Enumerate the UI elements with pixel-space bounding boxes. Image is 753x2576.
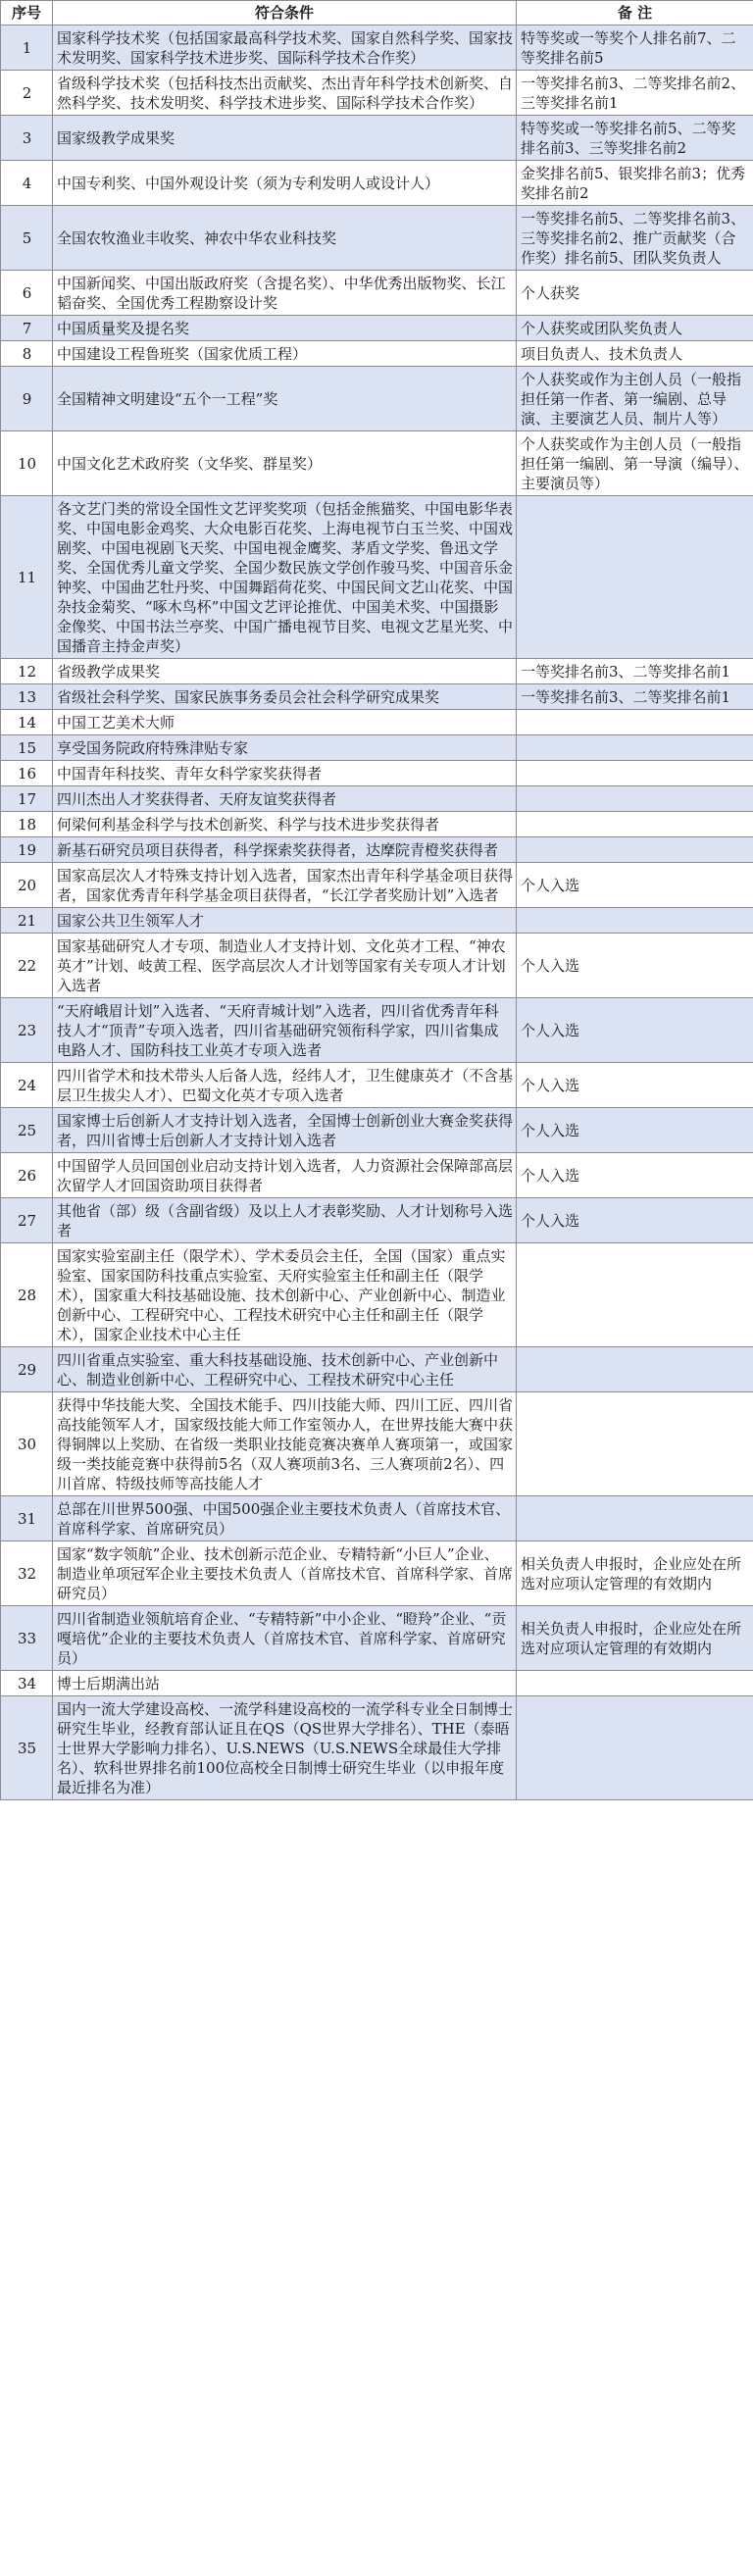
row-number: 1 [1,25,53,71]
row-condition: 各文艺门类的常设全国性文艺评奖奖项（包括金熊猫奖、中国电影华表奖、中国电影金鸡奖、大众电影百花奖、上海电视节白玉兰奖、中国戏剧奖、中国电视剧飞天奖、中国电视金鹰奖、茅盾文学奖、鲁迅文学奖、全国优秀儿童文学奖、全国少数民族文学创作骏马奖、中国音乐金钟奖、中国曲艺牡丹奖、中国舞蹈荷花奖、中国民间文艺山花奖、中国杂技金菊奖、“啄木鸟杯”中国文艺评论推优、中国美术奖、中国摄影金像奖、中国书法兰亭奖、中国广播电视节目奖、电视文艺星光奖、中国播音主持金声奖） [53,496,517,659]
row-number: 23 [1,998,53,1063]
row-condition: 国家公共卫生领军人才 [53,908,517,934]
row-condition: 国内一流大学建设高校、一流学科建设高校的一流学科专业全日制博士研究生毕业，经教育部认证且在QS（QS世界大学排名）、THE（泰晤士世界大学影响力排名）、U.S.NEWS（U.S.NEWS全球最佳大学排名）、软科世界排名前100位高校全日制博士研究生毕业（以申报年度最近排名为准） [53,1696,517,1800]
table-row [1,1696,753,1800]
table-row [1,431,753,496]
row-note [517,710,753,735]
row-note [517,761,753,786]
row-note: 一等奖排名前5、二等奖排名前3、三等奖排名前2、推广贡献奖（合作奖）排名前5、团队奖负责人 [517,206,753,271]
row-note: 个人入选 [517,998,753,1063]
row-number: 30 [1,1392,53,1496]
row-condition: 省级教学成果奖 [53,659,517,684]
row-note: 个人入选 [517,863,753,908]
row-condition: “天府峨眉计划”入选者、“天府青城计划”入选者，四川省优秀青年科技人才“顶青”专项入选者，四川省基础研究领衔科学家，四川省集成电路人才、国防科技工业英才专项入选者 [53,998,517,1063]
row-number: 19 [1,837,53,863]
row-note [517,908,753,934]
row-note: 特等奖或一等奖个人排名前7、二等奖排名前5 [517,25,753,71]
table-row [1,659,753,684]
row-note [517,1347,753,1392]
row-condition: 中国文化艺术政府奖（文华奖、群星奖） [53,431,517,496]
row-number: 34 [1,1671,53,1696]
row-number: 3 [1,116,53,161]
row-number: 28 [1,1243,53,1347]
row-condition: 国家博士后创新人才支持计划入选者，全国博士创新创业大赛金奖获得者，四川省博士后创新人才支持计划入选者 [53,1108,517,1153]
row-note [517,1496,753,1541]
table-row [1,934,753,998]
table-row [1,1347,753,1392]
header-seq: 序号 [1,1,53,25]
table-row [1,1243,753,1347]
table-row [1,812,753,837]
row-number: 20 [1,863,53,908]
row-condition: 国家基础研究人才专项、制造业人才支持计划、文化英才工程、“神农英才”计划、岐黄工程、医学高层次人才计划等国家有关专项人才计划入选者 [53,934,517,998]
row-condition: 中国新闻奖、中国出版政府奖（含提名奖）、中华优秀出版物奖、长江韬奋奖、全国优秀工程勘察设计奖 [53,271,517,316]
row-condition: 省级社会科学奖、国家民族事务委员会社会科学研究成果奖 [53,684,517,710]
row-note [517,1392,753,1496]
row-note: 相关负责人申报时，企业应处在所选对应项认定管理的有效期内 [517,1541,753,1606]
table-row [1,837,753,863]
table-row [1,1496,753,1541]
row-number: 4 [1,161,53,206]
table-row [1,161,753,206]
row-number: 8 [1,341,53,367]
row-condition: 其他省（部）级（含副省级）及以上人才表彰奖励、人才计划称号入选者 [53,1198,517,1243]
row-note: 个人获奖 [517,271,753,316]
row-number: 5 [1,206,53,271]
row-condition: 中国留学人员回国创业启动支持计划入选者，人力资源社会保障部高层次留学人才回国资助项目获得者 [53,1153,517,1198]
row-note: 一等奖排名前3、二等奖排名前1 [517,684,753,710]
row-note [517,786,753,812]
table-row [1,1108,753,1153]
row-condition: 享受国务院政府特殊津贴专家 [53,735,517,761]
row-note: 个人入选 [517,1063,753,1108]
row-number: 2 [1,71,53,116]
row-note [517,735,753,761]
row-number: 33 [1,1606,53,1671]
row-number: 6 [1,271,53,316]
row-condition: 全国农牧渔业丰收奖、神农中华农业科技奖 [53,206,517,271]
row-note [517,1696,753,1800]
table-row [1,908,753,934]
row-number: 22 [1,934,53,998]
row-number: 26 [1,1153,53,1198]
table-row [1,367,753,431]
row-condition: 总部在川世界500强、中国500强企业主要技术负责人（首席技术官、首席科学家、首席研究员） [53,1496,517,1541]
table-header-row [1,1,753,25]
row-number: 12 [1,659,53,684]
row-condition: 国家级教学成果奖 [53,116,517,161]
row-note: 个人获奖或团队奖负责人 [517,316,753,341]
row-note: 金奖排名前5、银奖排名前3；优秀奖排名前2 [517,161,753,206]
row-note [517,1671,753,1696]
row-number: 24 [1,1063,53,1108]
row-condition: 四川省学术和技术带头人后备人选，经纬人才，卫生健康英才（不含基层卫生拔尖人才）、巴蜀文化英才专项入选者 [53,1063,517,1108]
table-row [1,271,753,316]
table-row [1,684,753,710]
row-note: 个人获奖或作为主创人员（一般指担任第一作者、第一编剧、总导演、主要演艺人员、制片人等） [517,367,753,431]
row-note [517,496,753,659]
row-number: 11 [1,496,53,659]
table-row [1,116,753,161]
table-row [1,1392,753,1496]
row-number: 21 [1,908,53,934]
row-note: 特等奖或一等奖排名前5、二等奖排名前3、三等奖排名前2 [517,116,753,161]
table-row [1,1198,753,1243]
table-body [1,25,753,1800]
row-number: 16 [1,761,53,786]
row-number: 7 [1,316,53,341]
table-row [1,1153,753,1198]
table-row [1,341,753,367]
row-condition: 中国质量奖及提名奖 [53,316,517,341]
table-row [1,71,753,116]
header-note: 备 注 [517,1,753,25]
row-note: 项目负责人、技术负责人 [517,341,753,367]
row-condition: 国家科学技术奖（包括国家最高科学技术奖、国家自然科学奖、国家技术发明奖、国家科学技术进步奖、国际科学技术合作奖） [53,25,517,71]
table-row [1,710,753,735]
row-condition: 中国工艺美术大师 [53,710,517,735]
row-note: 一等奖排名前3、二等奖排名前1 [517,659,753,684]
row-note: 个人入选 [517,1198,753,1243]
row-note: 个人入选 [517,934,753,998]
row-number: 9 [1,367,53,431]
table-row [1,761,753,786]
table-row [1,863,753,908]
row-condition: 新基石研究员项目获得者，科学探索奖获得者，达摩院青橙奖获得者 [53,837,517,863]
row-condition: 中国专利奖、中国外观设计奖（须为专利发明人或设计人） [53,161,517,206]
row-number: 17 [1,786,53,812]
table-row [1,496,753,659]
row-number: 13 [1,684,53,710]
row-number: 32 [1,1541,53,1606]
row-number: 35 [1,1696,53,1800]
row-number: 29 [1,1347,53,1392]
header-condition: 符合条件 [53,1,517,25]
row-note [517,1243,753,1347]
row-note: 一等奖排名前3、二等奖排名前2、三等奖排名前1 [517,71,753,116]
row-number: 27 [1,1198,53,1243]
row-number: 15 [1,735,53,761]
row-condition: 四川省制造业领航培育企业、“专精特新”中小企业、“瞪羚”企业、“贡嘎培优”企业的主要技术负责人（首席技术官、首席科学家、首席研究员） [53,1606,517,1671]
table-row [1,1606,753,1671]
row-note: 个人获奖或作为主创人员（一般指担任第一编剧、第一导演（编导）、主要演员等） [517,431,753,496]
row-condition: 四川杰出人才奖获得者、天府友谊奖获得者 [53,786,517,812]
row-condition: 国家高层次人才特殊支持计划入选者，国家杰出青年科学基金项目获得者，国家优秀青年科学基金项目获得者，“长江学者奖励计划”入选者 [53,863,517,908]
row-note: 个人入选 [517,1108,753,1153]
row-condition: 何梁何利基金科学与技术创新奖、科学与技术进步奖获得者 [53,812,517,837]
row-condition: 中国青年科技奖、青年女科学家奖获得者 [53,761,517,786]
row-note: 个人入选 [517,1153,753,1198]
row-condition: 省级科学技术奖（包括科技杰出贡献奖、杰出青年科学技术创新奖、自然科学奖、技术发明奖、科学技术进步奖、国际科学技术合作奖） [53,71,517,116]
row-number: 18 [1,812,53,837]
row-condition: 博士后期满出站 [53,1671,517,1696]
row-condition: 获得中华技能大奖、全国技术能手、四川技能大师、四川工匠、四川省高技能领军人才，国家级技能大师工作室领办人，在世界技能大赛中获得铜牌以上奖励、在省级一类职业技能竞赛决赛单人赛项第一，或国家级一类技能竞赛中获得前5名（双人赛项前3名、三人赛项前2名）、四川首席、特级技师等高技能人才 [53,1392,517,1496]
row-condition: 四川省重点实验室、重大科技基础设施、技术创新中心、产业创新中心、制造业创新中心、工程研究中心、工程技术研究中心主任 [53,1347,517,1392]
table-row [1,735,753,761]
table-row [1,998,753,1063]
row-condition: 全国精神文明建设“五个一工程”奖 [53,367,517,431]
row-number: 10 [1,431,53,496]
table-row [1,786,753,812]
row-condition: 中国建设工程鲁班奖（国家优质工程） [53,341,517,367]
table-row [1,1063,753,1108]
row-number: 25 [1,1108,53,1153]
table-row [1,1671,753,1696]
row-note [517,837,753,863]
row-condition: 国家实验室副主任（限学术）、学术委员会主任，全国（国家）重点实验室、国家国防科技重点实验室、天府实验室主任和副主任（限学术），国家重大科技基础设施、技术创新中心、产业创新中心、制造业创新中心、工程研究中心、工程技术研究中心主任和副主任（限学术），国家企业技术中心主任 [53,1243,517,1347]
row-number: 14 [1,710,53,735]
row-note: 相关负责人申报时，企业应处在所选对应项认定管理的有效期内 [517,1606,753,1671]
table-row [1,316,753,341]
row-note [517,812,753,837]
table-row [1,1541,753,1606]
row-condition: 国家“数字领航”企业、技术创新示范企业、专精特新“小巨人”企业、制造业单项冠军企业主要技术负责人（首席技术官、首席科学家、首席研究员） [53,1541,517,1606]
row-number: 31 [1,1496,53,1541]
table-row [1,206,753,271]
table-row [1,25,753,71]
